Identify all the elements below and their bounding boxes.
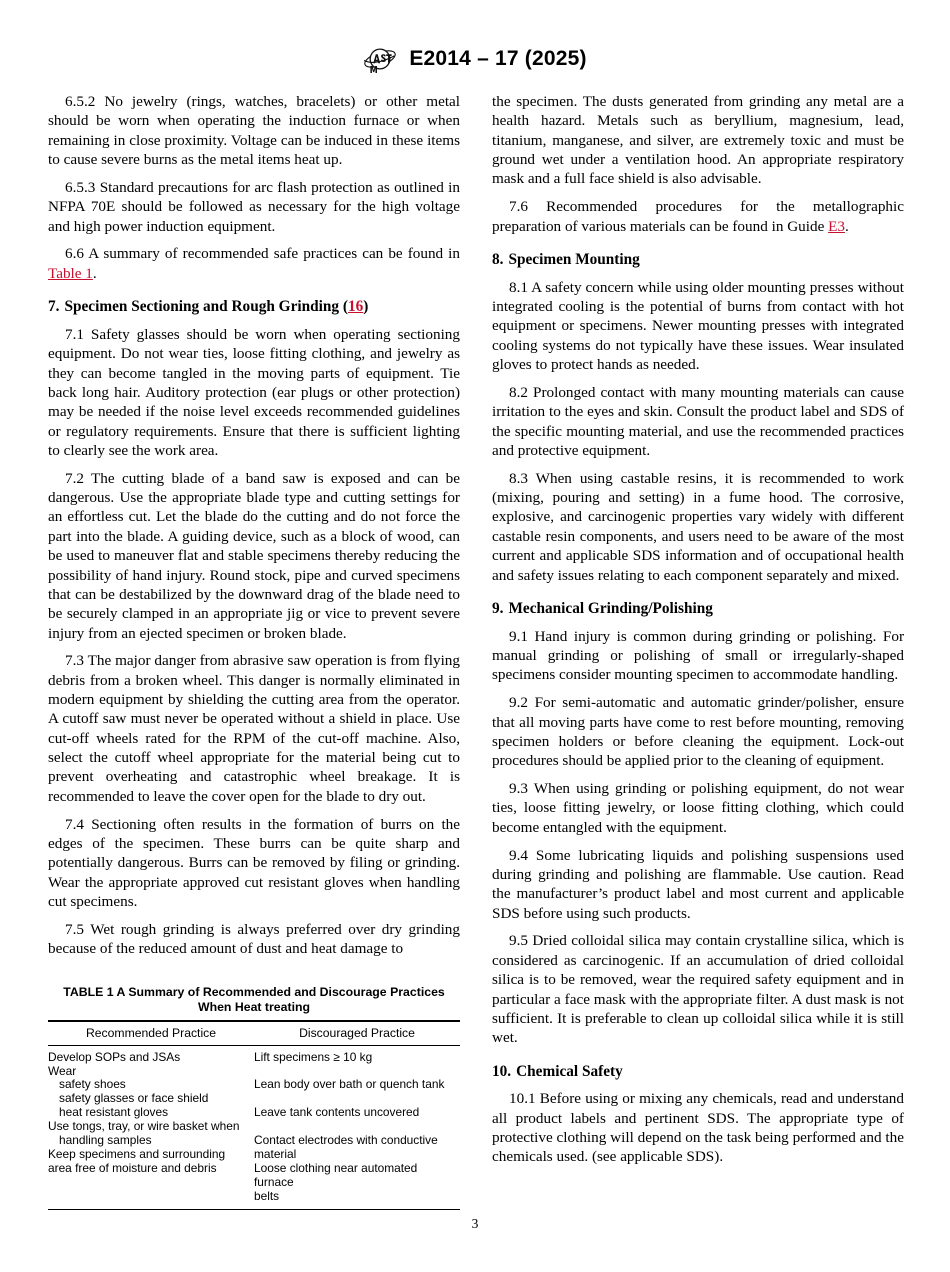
section-heading-9 [492,599,904,618]
table-header-recommended: Recommended Practice [85,1025,217,1040]
section-10-title: Chemical Safety [516,1062,623,1080]
guide-e3-link[interactable]: E3 [828,217,845,235]
table-cell: Keep specimens and surrounding [48,1146,226,1161]
section-7-ref-close: ) [363,298,369,316]
table-cell: area free of moisture and debris [48,1160,217,1175]
paragraph-9-3: 9.3 When using grinding or polishing equipment, do not wear ties, loose fitting jewelry, or loose fitting clothing, which could become entangled with the equipment. [492,780,904,836]
left-column [48,92,460,1210]
paragraph-7-1: 7.1 Safety glasses should be worn when operating sectioning equipment. Do not wear ties, loose fitting clothing, and jewelry as they can become tangled in the moving parts of equipment. Tie back long hair. Auditory protection (ear plugs or other protection) may be needed if the noise level exceeds recommended guidelines or regulatory requirements. Ensure that there is sufficient lighting to clearly see the work area. [48,325,460,459]
table-1-link[interactable]: Table 1 [48,264,93,282]
paragraph-6-5-3: 6.5.3 Standard precautions for arc flash protection as outlined in NFPA 70E should be followed as necessary for the high voltage and high power induction equipment. [48,178,460,235]
paragraph-7-3: 7.3 The major danger from abrasive saw operation is from flying debris from a broken wheel. This danger is normally eliminated in modern equipment by shielding the cutting area from the operator. A cutoff saw must never be operated without a shield in place. Use cut-off wheels rated for the RPM of the cut-off machine. Also, select the cutoff wheel appropriate for the material being cut to prevent overheating and catastrophic wheel breakage. It is recommended to leave the cover open for the blade to dry out. [48,652,460,805]
section-7-ref-open: ( [342,298,348,316]
paragraph-8-2: 8.2 Prolonged contact with many mounting materials can cause irritation to the eyes and skin. Consult the product label and SDS of the specific mounting material, and use the recommended practices and protective equipment. [492,383,904,459]
table-column-recommended [48,1051,254,1204]
section-9-number: 9. [492,599,504,617]
section-heading-10 [492,1062,904,1081]
table-cell: Wear [48,1063,77,1078]
paragraph-7-6 [492,197,904,236]
paragraph-10-1: 10.1 Before using or mixing any chemicals, read and understand all product labels and pertinent SDS. The appropriate type of protective clothing will depend on the task being performed and the chemicals used. (see applicable SDS). [492,1090,904,1166]
table-header-discouraged: Discouraged Practice [299,1025,415,1040]
document-body [48,92,904,1210]
right-column [492,92,904,1167]
table-header-row [48,1022,460,1045]
table-cell: heat resistant gloves [59,1105,169,1120]
table-cell: safety glasses or face shield [59,1091,209,1106]
table-cell-spacer [254,1120,460,1134]
paragraph-7-2: 7.2 The cutting blade of a band saw is exposed and can be dangerous. Use the appropriate blade type and cutting settings for an effortless cut. Let the blade do the cutting and do not force the part into the blade. A guiding device, such as a block of wood, can be used to maneuver flat and stable specimens thereby reducing the possibility of hand injury. Round stock, pipe and curved specimens that can be destabilized by the downward drag of the blade need to be securely clamped in an appropriate jig or vice to prevent severe injury from an ejected specimen or broken blade. [48,469,460,642]
paragraph-7-6-text-after: . [845,217,849,235]
section-7-number: 7. [48,298,60,316]
table-cell: Develop SOPs and JSAs [48,1049,181,1064]
table-cell-spacer [254,1092,460,1106]
paragraph-8-3: 8.3 When using castable resins, it is recommended to work (mixing, pouring and setting) in a fume hood. The corrosive, explosive, and carcinogenic properties vary widely with different castable resin components, and users need to be aware of the most current and applicable SDS information and of occupational health and safety issues relating to each component separately and mixed. [492,469,904,584]
table-cell: belts [254,1188,280,1203]
table-body [48,1046,460,1209]
table-1-caption [48,985,460,1015]
section-heading-7 [48,297,460,316]
table-1-caption-line1: TABLE 1 A Summary of Recommended and Discourage Practices [63,984,445,999]
table-1 [48,985,460,1210]
paragraph-6-5-2: 6.5.2 No jewelry (rings, watches, bracelets) or other metal should be worn when operating the induction furnace or when remaining in close proximity. Voltage can be induced in these items to cause severe burns as the metal items heat up. [48,93,460,169]
section-heading-8 [492,250,904,269]
page-number: 3 [471,1216,479,1231]
section-10-number: 10. [492,1062,512,1080]
paragraph-7-5: 7.5 Wet rough grinding is always preferred over dry grinding because of the reduced amount of dust and heat damage to [48,920,460,958]
table-column-discouraged [254,1051,460,1204]
reference-16-link[interactable]: 16 [347,298,364,316]
section-9-title: Mechanical Grinding/Polishing [508,599,713,617]
table-bottom-rule [48,1209,460,1210]
section-7-title: Specimen Sectioning and Rough Grinding [64,298,340,316]
astm-logo-icon [363,44,397,74]
table-cell: Lean body over bath or quench tank [254,1077,445,1092]
table-cell: Contact electrodes with conductive [254,1133,438,1148]
page-header [0,44,950,74]
document-designation: E2014 – 17 (2025) [409,47,587,70]
paragraph-9-5: 9.5 Dried colloidal silica may contain crystalline silica, which is considered as carcinogenic. If an accumulation of dried colloidal silica is to be removed, wear the required safety equipment and in particular a face mask with the appropriate filter. A dust mask is not sufficient. It is preferable to clean up colloidal silica while it is still wet. [492,932,904,1047]
table-cell-spacer [254,1065,460,1079]
table-cell: Leave tank contents uncovered [254,1105,420,1120]
table-cell: material [254,1146,297,1161]
section-8-title: Specimen Mounting [508,250,640,268]
table-1-caption-line2: When Heat treating [197,999,311,1014]
paragraph-6-6 [48,244,460,283]
table-cell: Use tongs, tray, or wire basket when [48,1119,240,1134]
table-cell: Loose clothing near automated furnace [254,1160,418,1189]
table-cell: Lift specimens ≥ 10 kg [254,1049,373,1064]
table-cell: handling samples [59,1133,152,1148]
section-8-number: 8. [492,250,504,268]
paragraph-8-1: 8.1 A safety concern while using older mounting presses without integrated cooling is the potential of burns from contact with hot equipment or specimens. Newer mounting presses with integrated cooling systems do not typically have these issues. Wear insulated gloves to protect hands as needed. [492,278,904,374]
paragraph-9-4: 9.4 Some lubricating liquids and polishing suspensions used during grinding and polishing are flammable. Use caution. Read the manufacturer’s product label and most current and applicable SDS before using such products. [492,846,904,922]
paragraph-9-2: 9.2 For semi-automatic and automatic grinder/polisher, ensure that all moving parts have come to rest before mounting, removing specimen holders or before cleaning the equipment. Lock-out procedures should be applied prior to the cleaning of equipment. [492,694,904,770]
paragraph-9-1: 9.1 Hand injury is common during grinding or polishing. For manual grinding or polishing of small or irregularly-shaped specimens consider mounting specimen to accommodate handling. [492,627,904,684]
paragraph-7-5-continuation: the specimen. The dusts generated from grinding any metal are a health hazard. Metals such as beryllium, magnesium, lead, titanium, manganese, and silver, are extremely toxic and must be ground wet under a ventilation hood. An appropriate respiratory mask and a full face shield is also advisable. [492,93,904,188]
paragraph-6-6-text-before: 6.6 A summary of recommended safe practices can be found in [65,245,460,263]
table-cell: safety shoes [59,1077,126,1092]
paragraph-7-6-text-before: 7.6 Recommended procedures for the metallographic preparation of various materials can be found in Guide [492,198,904,235]
paragraph-6-6-text-after: . [92,264,97,282]
paragraph-7-4: 7.4 Sectioning often results in the formation of burrs on the edges of the specimen. These burrs can be quite sharp and potentially dangerous. Burrs can be removed by filing or grinding. Wear the appropriate approved cut resistant gloves when handling cut specimens. [48,815,460,911]
